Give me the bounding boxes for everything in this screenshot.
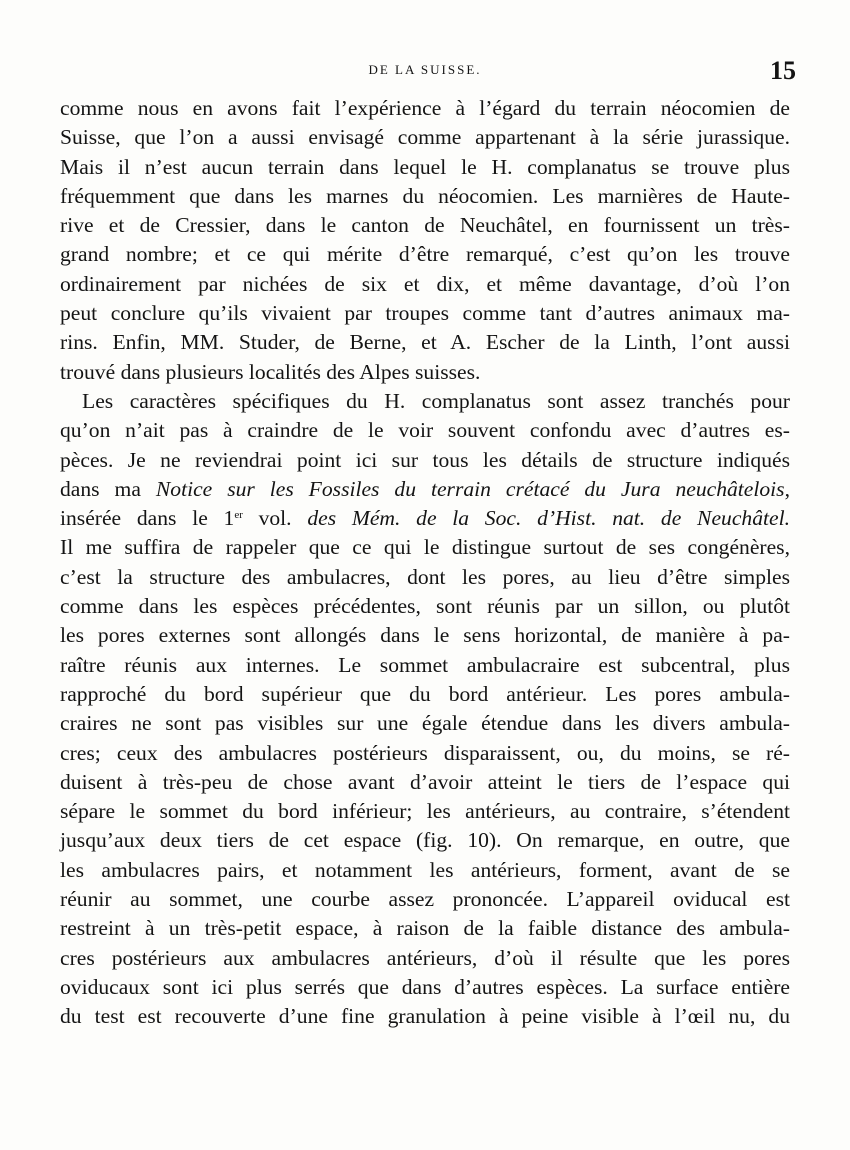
text-line: trouvé dans plusieurs localités des Alpes suisses. xyxy=(60,359,481,384)
text-line: ordinairement par nichées de six et dix, et même davantage, d’où l’on xyxy=(60,271,790,296)
text-line: les ambulacres pairs, et notamment les antérieurs, forment, avant de se xyxy=(60,857,790,882)
text-line: duisent à très-peu de chose avant d’avoir atteint le tiers de l’espace qui xyxy=(60,769,790,794)
text-line: pèces. Je ne reviendrai point ici sur tous les détails de structure indiqués xyxy=(60,447,790,472)
text-line: Suisse, que l’on a aussi envisagé comme appartenant à la série jurassique. xyxy=(60,125,790,150)
text-line: jusqu’aux deux tiers de cet espace (fig. 10). On remarque, en outre, que xyxy=(60,828,790,853)
text-line: grand nombre; et ce qui mérite d’être remarqué, c’est qu’on les trouve xyxy=(60,242,790,267)
text-line: peut conclure qu’ils vivaient par troupes comme tant d’autres animaux ma- xyxy=(60,301,790,326)
text-line: oviducaux sont ici plus serrés que dans d’autres espèces. La surface entière xyxy=(60,974,790,999)
page-header xyxy=(60,56,796,88)
notice-title: Notice sur les Fossiles du terrain crétacé du Jura neuchâtelois xyxy=(155,476,785,501)
journal-title: des Mém. de la Soc. d’Hist. nat. de Neuchâtel. xyxy=(307,506,790,531)
text-line: qu’on n’ait pas à craindre de le voir souvent confondu avec d’autres es- xyxy=(60,418,790,443)
ordinal-superscript: er xyxy=(234,509,243,522)
text-line: réunir au sommet, une courbe assez prononcée. L’appareil oviducal est xyxy=(60,887,790,912)
paragraph-1 xyxy=(60,94,790,387)
text-line: cres postérieurs aux ambulacres antérieurs, d’où il résulte que les pores xyxy=(60,945,790,970)
text-line: rapproché du bord supérieur que du bord antérieur. Les pores ambula- xyxy=(60,681,790,706)
text-line-citation xyxy=(60,475,790,504)
text-segment: , xyxy=(784,476,790,501)
text-segment: insérée dans le 1 xyxy=(60,506,235,531)
text-line: c’est la structure des ambulacres, dont les pores, au lieu d’être simples xyxy=(60,564,790,589)
text-line: raître réunis aux internes. Le sommet ambulacraire est subcentral, plus xyxy=(60,652,790,677)
text-line: sépare le sommet du bord inférieur; les antérieurs, au contraire, s’étendent xyxy=(60,799,790,824)
text-line: comme dans les espèces précédentes, sont réunis par un sillon, ou plutôt xyxy=(60,594,790,619)
text-line: Les caractères spécifiques du H. complanatus sont assez tranchés pour xyxy=(82,388,790,413)
text-line: comme nous en avons fait l’expérience à l’égard du terrain néocomien de xyxy=(60,96,790,120)
text-segment: dans ma xyxy=(60,476,156,501)
text-line: craires ne sont pas visibles sur une égale étendue dans les divers ambula- xyxy=(60,711,790,736)
text-line: rive et de Cressier, dans le canton de Neuchâtel, en fournissent un très- xyxy=(60,213,790,238)
text-line: les pores externes sont allongés dans le sens horizontal, de manière à pa- xyxy=(60,623,790,648)
paragraph-2 xyxy=(60,387,790,1032)
text-line: restreint à un très-petit espace, à raison de la faible distance des ambula- xyxy=(60,916,790,941)
page-number: 15 xyxy=(770,56,796,85)
text-line: Mais il n’est aucun terrain dans lequel le H. complanatus se trouve plus xyxy=(60,154,790,179)
text-line: rins. Enfin, MM. Studer, de Berne, et A. Escher de la Linth, l’ont aussi xyxy=(60,330,790,355)
text-line: fréquemment que dans les marnes du néocomien. Les marnières de Haute- xyxy=(60,183,790,208)
text-line: Il me suffira de rappeler que ce qui le distingue surtout de ses congénères, xyxy=(60,535,790,560)
text-line: du test est recouverte d’une fine granulation à peine visible à l’œil nu, du xyxy=(60,1004,790,1029)
text-line: cres; ceux des ambulacres postérieurs disparaissent, ou, du moins, se ré- xyxy=(60,740,790,765)
text-line-citation xyxy=(60,504,790,533)
text-segment: vol. xyxy=(242,506,308,531)
body-text xyxy=(60,94,790,1032)
running-title: DE LA SUISSE. xyxy=(368,62,482,77)
